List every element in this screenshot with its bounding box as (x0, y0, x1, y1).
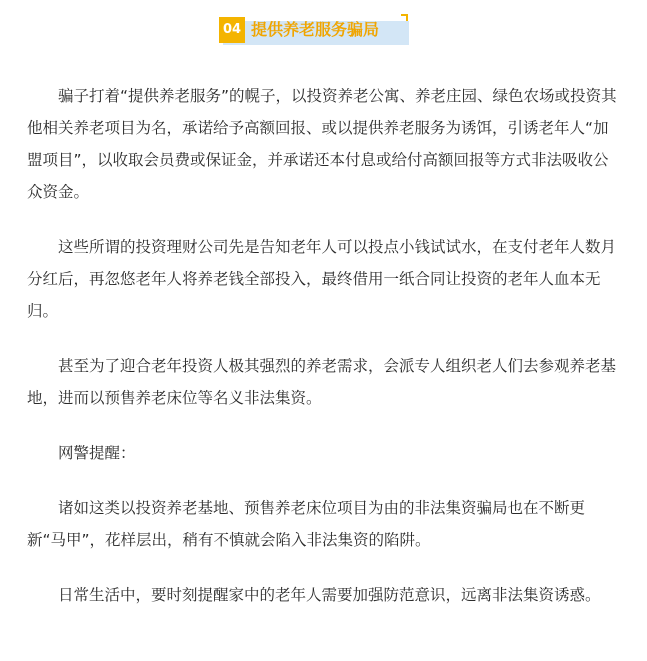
paragraph-reminder-heading: 网警提醒： (58, 444, 136, 462)
paragraph-warning: 诸如这类以投资养老基地、预售养老床位项目为由的非法集资骗局也在不断更新“马甲”，花样层出，稍有不慎就会陷入非法集资的陷阱。 (27, 499, 586, 549)
paragraph-intro: 骗子打着“提供养老服务”的幌子，以投资养老公寓、养老庄园、绿色农场或投资其他相关养老项目为名，承诺给予高额回报、或以提供养老服务为诱饵，引诱老年人“加盟项目”，以收取会员费或保证金，并承诺还本付息或给付高额回报等方式非法吸收公众资金。 (27, 87, 617, 201)
article-body (27, 80, 623, 611)
paragraph-tour: 甚至为了迎合老年投资人极其强烈的养老需求，会派专人组织老人们去参观养老基地，进而以预售养老床位等名义非法集资。 (27, 357, 617, 407)
paragraph-method: 这些所谓的投资理财公司先是告知老年人可以投点小钱试试水，在支付老年人数月分红后，再忽悠老年人将养老钱全部投入，最终借用一纸合同让投资的老年人血本无归。 (27, 238, 617, 320)
section-header (219, 17, 409, 45)
section-number-badge: 04 (219, 17, 245, 43)
section-title: 提供养老服务骗局 (251, 20, 380, 39)
paragraph-advice: 日常生活中，要时刻提醒家中的老年人需要加强防范意识，远离非法集资诱惑。 (58, 586, 601, 604)
corner-decoration-icon (401, 14, 408, 21)
